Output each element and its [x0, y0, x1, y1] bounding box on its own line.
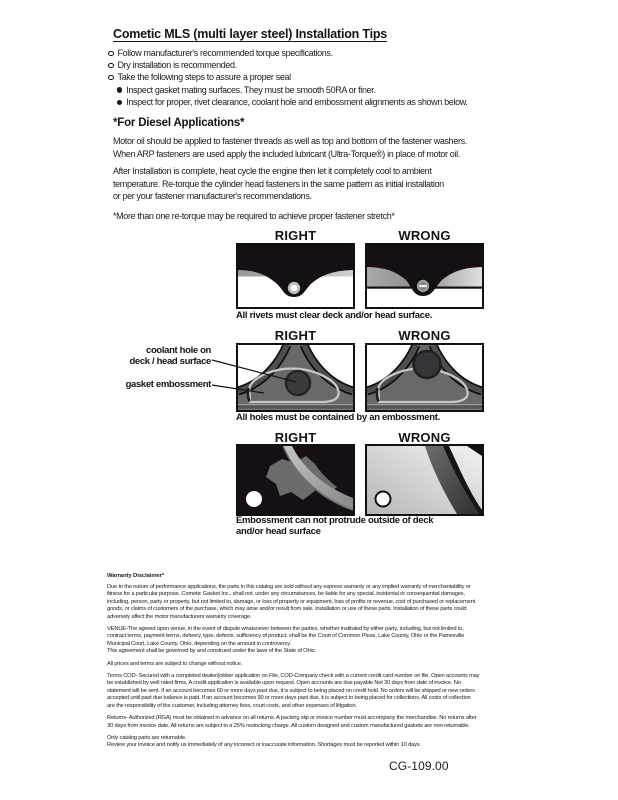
protrude-right-graphic	[236, 444, 355, 516]
warranty-paragraph-venue: VENUE-The agreed upon venue, in the event of dispute whatsoever between the parties, whether instituted by either party, including, but not limited to, contract terms, payment terms, delivery, type, defects, sufficiency of product, shall be the Court of Common Pleas, Lake County, Ohio or the Painesville Municipal Court, Lake County, Ohio, depending on the amount in controversy. This agreement shall be governed by and construed under the laws of the State of Ohio.	[107, 626, 465, 655]
tip-bullet-2	[108, 59, 533, 71]
diagram-protrude-right	[236, 444, 355, 516]
row3-right-label: RIGHT	[274, 430, 317, 445]
page-code: CG-109.00	[389, 759, 449, 773]
tip-sub-bullet-1-text: Inspect gasket mating surfaces. They must be smooth 50RA or finer.	[126, 84, 376, 95]
installation-tips-section	[113, 27, 533, 223]
warranty-heading: Warranty Disclaimer*	[107, 573, 165, 579]
row1-right-label: RIGHT	[274, 228, 317, 243]
open-circle-bullet-icon	[108, 51, 114, 57]
warranty-paragraph-returns: Returns- Authorized (RGA) must be obtained in advance on all returns. A packing slip or invoice number must accompany the merchandise. No returns after 30 days from invoice date. All returns are subject to a 25% restocking charge. All custom designed and custom manufactured gaskets are non-returnable.	[107, 715, 477, 729]
tips-bullet-list	[113, 47, 533, 108]
coolant-hole-annotation: coolant hole on deck / head surface	[129, 345, 211, 367]
rivet-clear-wrong-graphic	[365, 243, 484, 309]
open-circle-bullet-icon	[108, 75, 114, 81]
row1-wrong-label: WRONG	[398, 228, 451, 243]
gasket-embossment-annotation	[88, 379, 211, 390]
diesel-applications-heading: *For Diesel Applications*	[113, 117, 245, 130]
tip-bullet-2-text: Dry installation is recommended.	[117, 60, 237, 71]
warranty-paragraph-prices: All prices and terms are subject to change without notice.	[107, 660, 243, 667]
diagram-embossment-wrong	[365, 343, 484, 412]
tip-bullet-3-text: Take the following steps to assure a proper seal	[117, 72, 291, 83]
warranty-paragraph-terms: Terms COD- Secured with a completed dealer/jobber application on File, COD-Company check with a current credit card number on file. Open accounts may be established by well rated firms. A credit application is available upon request. Open accounts are due payable Net 30 days from date of invoice. No statement will be sent. If an account becomes 60 or more days past due, it is subject to being placed on credit hold. No orders will be shipped or new orders accepted until past due balance is paid. If an account becomes 90 or more days past due, it is subject to being placed for collections. All costs of collection are the responsibility of the customer, including attorney fees, court costs, and other expenses of litigation.	[107, 673, 480, 709]
page-title: Cometic MLS (multi layer steel) Installation Tips	[113, 27, 388, 41]
diagram-protrude-wrong	[365, 444, 484, 516]
annotation-leader-lines	[206, 346, 306, 400]
protrude-wrong-graphic	[365, 444, 484, 516]
diagram-rivet-wrong	[365, 243, 484, 309]
warranty-paragraph-catalog: Only catalog parts are returnable. Review your invoice and notify us immediately of any incorrect or inaccurate information. Shortages must be reported within 10 days.	[107, 734, 421, 749]
warranty-disclaimer-section	[107, 572, 527, 755]
row3-caption: Embossment can not protrude outside of deck and/or head surface	[236, 515, 434, 537]
tip-sub-bullet-1	[117, 84, 533, 96]
row2-right-label: RIGHT	[274, 328, 317, 343]
open-circle-bullet-icon	[108, 63, 114, 69]
rivet-clear-right-graphic	[236, 243, 355, 309]
holes-contained-wrong-graphic	[365, 343, 484, 412]
filled-circle-bullet-icon	[117, 100, 122, 105]
tip-bullet-3	[108, 71, 533, 83]
gasket-embossment-annotation-text: gasket embossment	[125, 379, 211, 390]
row1-caption: All rivets must clear deck and/or head surface.	[236, 310, 433, 321]
tip-bullet-1	[108, 47, 533, 59]
diesel-paragraph-2: After Installation is complete, heat cycle the engine then let it completely cool to ambient temperature. Re-torque the cylinder head fasteners in the same pattern as initial installation or per your fastener manufacturer's recommendations.	[113, 166, 444, 202]
diagram-rivet-right	[236, 243, 355, 309]
row3-wrong-label: WRONG	[398, 430, 451, 445]
tip-sub-bullet-2-text: Inspect for proper, rivet clearance, coolant hole and embossment alignments as shown below.	[126, 96, 468, 107]
warranty-paragraph-liability: Due to the nature of performance applications, the parts in this catalog are sold without any express warranty or any implied warranty of merchantability or fitness for a particular purpose. Cometic Gasket Inc., shall not, under any circumstances, be liable for any special, incidental or consequential damages, including, person, party or property, but not limited to, damage, or loss of property or equipment, loss of profits or revenue, cost of purchased or replacement goods, or claims of customers of the purchase, which may arise and/or result from sale, installation or use of these parts. Installation of these parts could adversely affect the motor manufacturers warranty coverage.	[107, 584, 476, 620]
filled-circle-bullet-icon	[117, 87, 122, 92]
diesel-paragraph-1: Motor oil should be applied to fastener threads as well as top and bottom of the fastener washers. When ARP fasteners are used apply the included lubricant (Ultra-Torque®) in place of motor oil.	[113, 136, 467, 159]
row2-caption: All holes must be contained by an embossment.	[236, 412, 440, 423]
tip-bullet-1-text: Follow manufacturer's recommended torque specifications.	[117, 48, 333, 58]
retorque-note: *More than one re-torque may be required to achieve proper fastener stretch*	[113, 210, 395, 221]
tip-sub-bullet-2	[117, 96, 533, 108]
row2-wrong-label: WRONG	[398, 328, 451, 343]
